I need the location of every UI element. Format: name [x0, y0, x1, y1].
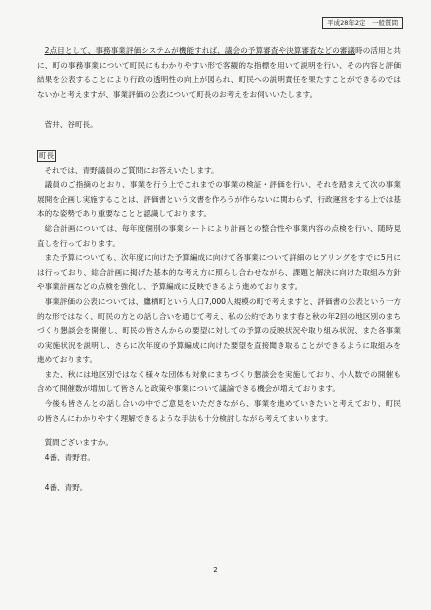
chair-call-3: 4番、青野君。	[44, 452, 95, 462]
chair-call-2: 質問ございますか。	[44, 438, 113, 448]
answer-paragraph-5: 事業評価の公表については、鷹栖町という人口7,000人規模の町で考えますと、評価書の公表という一方的な形ではなく、町民の方との話し合いを通じて考え、私の公約であります春と秋の年2回の地区別のまちづくり懇談会を開催し、町民の皆さんからの要望に対しての予算の反映状況や取り組み状況、また各事業の実施状況を説明し、さらに次年度の予算編成に向けた要望を直接聞き取ることができるように取組みを進めております。	[37, 296, 401, 365]
question-paragraph	[37, 44, 401, 102]
answer-paragraph-7: 今後も皆さんとの話し合いの中でご意見をいただきながら、事業を進めていきたいと考えており、町民の皆さんにわかりやすく理解できるような手法も十分検討しながら考えてまいります。	[37, 399, 401, 423]
answer-paragraph-2: 議員のご指摘のとおり、事業を行う上でこれまでの事業の検証・評価を行い、それを踏まえて次の事業展開を企画し実施することは、評価書という文書を作ろうが作らないに関わらず、行政運営をする上では基本的な姿勢であり重要なことと認識しております。	[37, 180, 401, 219]
chair-call-1: 菅井、谷町長。	[44, 120, 98, 130]
speaker-label: 町長	[39, 150, 55, 160]
question-rest-text: 時の活用と共に、町の事務事業について町民にもわかりやすい形で客観的な指標を用いて説明を行い、その内容と評価結果を公表することにより行政の透明性の向上が図られ、町民への説明責任を果たすことができるのではないかと考えますが、事業評価の公表について町長のお考えをお伺いいたします。	[37, 46, 402, 99]
answer-paragraph-3: 総合計画については、毎年度個別の事業シートにより計画との整合性や事業内容の点検を行い、随時見直しを行っております。	[37, 223, 401, 248]
question-underlined-text: 2点目として、事務事業評価システムが機能すれば、議会の予算審査や決算審査などの審議	[44, 46, 356, 55]
document-body	[37, 44, 401, 496]
answer-paragraph-6: また、秋には地区別ではなく様々な団体も対象にまちづくり懇談会を実施しており、小人数での開催も含めて開催数が増加して皆さんと政策や事業について議論できる機会が増えております。	[37, 369, 401, 394]
chair-call-4: 4番、青野。	[44, 483, 88, 493]
page-number: 2	[213, 566, 218, 574]
header-tag: 平成28年2定 一般質問	[322, 17, 403, 29]
answer-paragraph-1: それでは、青野議員のご質問にお答えいたします。	[44, 165, 219, 175]
speaker-line	[37, 149, 401, 164]
answer-paragraph-4: また予算についても、次年度に向けた予算編成に向けて各事業について詳細のヒアリングをすでに5月には行っており、総合計画に掲げた基本的な考え方に照らし合わせながら、課題と解決に向けた取組み方針や事業計画などの点検を強化し、予算編成に反映できるよう進めております。	[37, 253, 401, 292]
